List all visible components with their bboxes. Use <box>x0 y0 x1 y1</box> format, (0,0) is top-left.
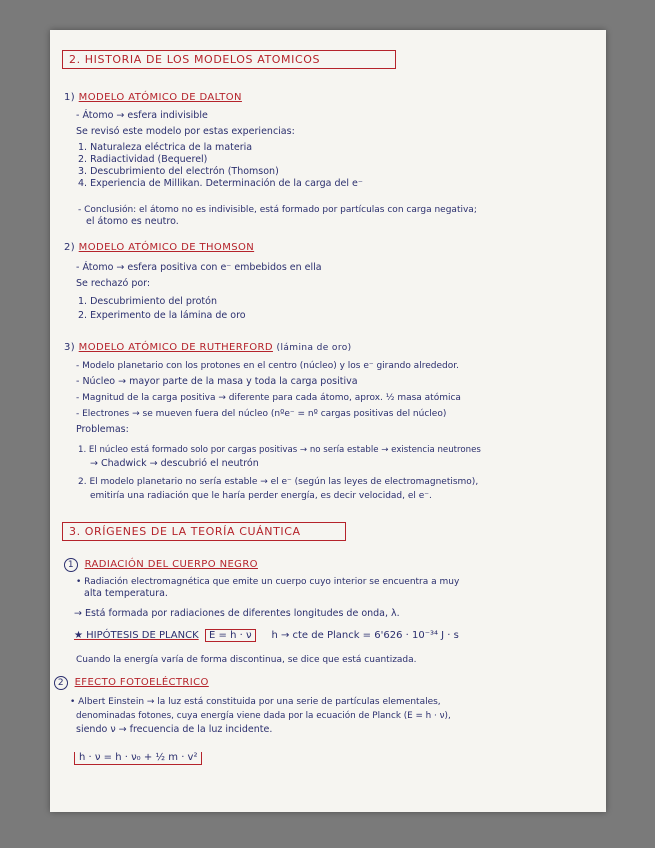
rutherford-problem-1b: → Chadwick → descubrió el neutrón <box>90 458 259 469</box>
rutherford-line-4: - Electrones → se mueven fuera del núcleo (nºe⁻ = nº cargas positivas del núcleo) <box>76 409 447 419</box>
section-2-title <box>62 50 396 69</box>
rutherford-heading <box>64 342 352 353</box>
planck-formula: E = h · ν <box>205 629 256 642</box>
dalton-conclusion-2: el átomo es neutro. <box>86 216 179 227</box>
rutherford-problem-2a: 2. El modelo planetario no sería estable → el e⁻ (según las leyes de electromagnetismo), <box>78 477 479 487</box>
dalton-item-4: 4. Experiencia de Millikan. Determinación de la carga del e⁻ <box>78 178 363 189</box>
fotoelectrico-heading-title: EFECTO FOTOELÉCTRICO <box>74 677 209 688</box>
fotoelectrico-number: 2 <box>54 676 68 690</box>
dalton-heading-num: 1) <box>64 92 76 103</box>
cuerpo-negro-line-2: alta temperatura. <box>84 588 168 599</box>
planck-constant: h → cte de Planck = 6'626 · 10⁻³⁴ J · s <box>271 630 459 641</box>
fotoelectrico-heading <box>54 676 209 690</box>
thomson-item-1: 1. Descubrimiento del protón <box>78 296 217 307</box>
cuerpo-negro-heading <box>64 558 258 572</box>
thomson-line-1: - Átomo → esfera positiva con e⁻ embebidos en ella <box>76 262 322 273</box>
cuerpo-negro-heading-title: RADIACIÓN DEL CUERPO NEGRO <box>84 559 258 570</box>
dalton-heading-title: MODELO ATÓMICO DE DALTON <box>78 92 242 103</box>
dalton-line-2: Se revisó este modelo por estas experiencias: <box>76 126 295 137</box>
rutherford-line-3: - Magnitud de la carga positiva → diferente para cada átomo, aprox. ½ masa atómica <box>76 393 461 403</box>
dalton-line-1: - Átomo → esfera indivisible <box>76 110 208 121</box>
thomson-heading-num: 2) <box>64 242 76 253</box>
rutherford-heading-num: 3) <box>64 342 76 353</box>
section-3-title <box>62 522 346 541</box>
notebook-page <box>50 30 606 812</box>
rutherford-line-1: - Modelo planetario con los protones en el centro (núcleo) y los e⁻ girando alrededor. <box>76 361 459 371</box>
cuerpo-negro-number: 1 <box>64 558 78 572</box>
planck-hypothesis-label: ★ HIPÓTESIS DE PLANCK <box>74 630 199 641</box>
thomson-heading-title: MODELO ATÓMICO DE THOMSON <box>78 242 255 253</box>
rutherford-problem-2b: emitiría una radiación que le haría perder energía, es decir velocidad, el e⁻. <box>90 491 432 501</box>
cuerpo-negro-line-1: • Radiación electromagnética que emite un cuerpo cuyo interior se encuentra a muy <box>76 577 460 587</box>
rutherford-heading-title: MODELO ATÓMICO DE RUTHERFORD <box>78 342 273 353</box>
section-2-title-text: 2. HISTORIA DE LOS MODELOS ATOMICOS <box>69 53 321 66</box>
rutherford-problem-1a: 1. El núcleo está formado solo por cargas positivas → no sería estable → existencia neutrones <box>78 445 481 455</box>
thomson-line-2: Se rechazó por: <box>76 278 151 289</box>
dalton-item-1: 1. Naturaleza eléctrica de la materia <box>78 142 253 153</box>
thomson-heading <box>64 242 254 253</box>
dalton-item-2: 2. Radiactividad (Bequerel) <box>78 154 208 165</box>
thomson-item-2: 2. Experimento de la lámina de oro <box>78 310 246 321</box>
fotoelectrico-line-3: siendo ν → frecuencia de la luz incidente. <box>76 724 273 735</box>
planck-hypothesis-row <box>74 630 459 641</box>
cuerpo-negro-line-3: → Está formada por radiaciones de diferentes longitudes de onda, λ. <box>74 608 400 619</box>
dalton-heading <box>64 92 242 103</box>
rutherford-line-2: - Núcleo → mayor parte de la masa y toda la carga positiva <box>76 376 358 387</box>
cuerpo-negro-line-4: Cuando la energía varía de forma discontinua, se dice que está cuantizada. <box>76 655 417 665</box>
fotoelectrico-line-2: denominadas fotones, cuya energía viene dada por la ecuación de Planck (E = h · ν), <box>76 711 451 721</box>
section-3-title-text: 3. ORÍGENES DE LA TEORÍA CUÁNTICA <box>69 525 301 538</box>
photoelectric-formula: h · ν = h · ν₀ + ½ m · v² <box>74 752 202 765</box>
fotoelectrico-line-1: • Albert Einstein → la luz está constituida por una serie de partículas elementales, <box>70 697 441 707</box>
rutherford-heading-note: (lámina de oro) <box>276 343 352 353</box>
rutherford-problems: Problemas: <box>76 424 129 435</box>
dalton-conclusion-1: - Conclusión: el átomo no es indivisible, está formado por partículas con carga negativa; <box>78 205 477 215</box>
dalton-item-3: 3. Descubrimiento del electrón (Thomson) <box>78 166 279 177</box>
